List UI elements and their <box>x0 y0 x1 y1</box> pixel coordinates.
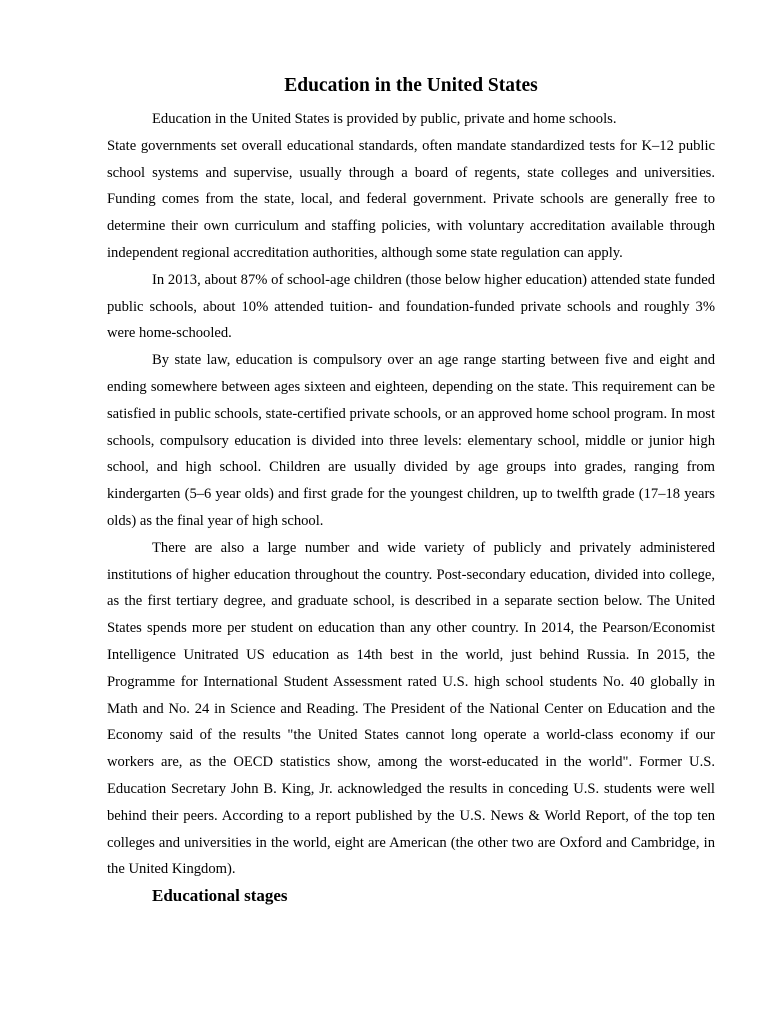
document-title: Education in the United States <box>284 75 538 96</box>
section-heading-educational-stages: Educational stages <box>152 886 288 905</box>
paragraph-intro: Education in the United States is provided by public, private and home schools. <box>152 111 617 127</box>
paragraph-compulsory-education: By state law, education is compulsory over an age range starting between five and eight and ending somewhere between ages sixteen and eighteen, depending on the state. This requirement can be satisfied in public schools, state-certified private schools, or an approved home school program. In most schools, compulsory education is divided into three levels: elementary school, middle or junior high school, and high school. Children are usually divided by age groups into grades, ranging from kindergarten (5–6 year olds) and first grade for the youngest children, up to twelfth grade (17–18 years olds) as the final year of high school. <box>107 352 715 529</box>
paragraph-state-standards: State governments set overall educational standards, often mandate standardized tests for K–12 public school systems and supervise, usually through a board of regents, state colleges and universities. Funding comes from the state, local, and federal government. Private schools are generally free to determine their own curriculum and staffing policies, with voluntary accreditation available through independent regional accreditation authorities, although some state regulation can apply. <box>107 137 715 261</box>
paragraph-higher-education: There are also a large number and wide variety of publicly and privately administered institutions of higher education throughout the country. Post-secondary education, divided into college, as the first tertiary degree, and graduate school, is described in a separate section below. The United States spends more per student on education than any other country. In 2014, the Pearson/Economist Intelligence Unitrated US education as 14th best in the world, just behind Russia. In 2015, the Programme for International Student Assessment rated U.S. high school students No. 40 globally in Math and No. 24 in Science and Reading. The President of the National Center on Education and the Economy said of the results "the United States cannot long operate a world-class economy if our workers are, as the OECD statistics show, among the worst-educated in the world". Former U.S. Education Secretary John B. King, Jr. acknowledged the results in conceding U.S. students were well behind their peers. According to a report published by the U.S. News & World Report, of the top ten colleges and universities in the world, eight are American (the other two are Oxford and Cambridge, in the United Kingdom). <box>107 539 715 878</box>
document-body <box>107 106 715 883</box>
paragraph-enrollment-2013: In 2013, about 87% of school-age children (those below higher education) attended state funded public schools, about 10% attended tuition- and foundation-funded private schools and roughly 3% were home-schooled. <box>107 271 715 342</box>
